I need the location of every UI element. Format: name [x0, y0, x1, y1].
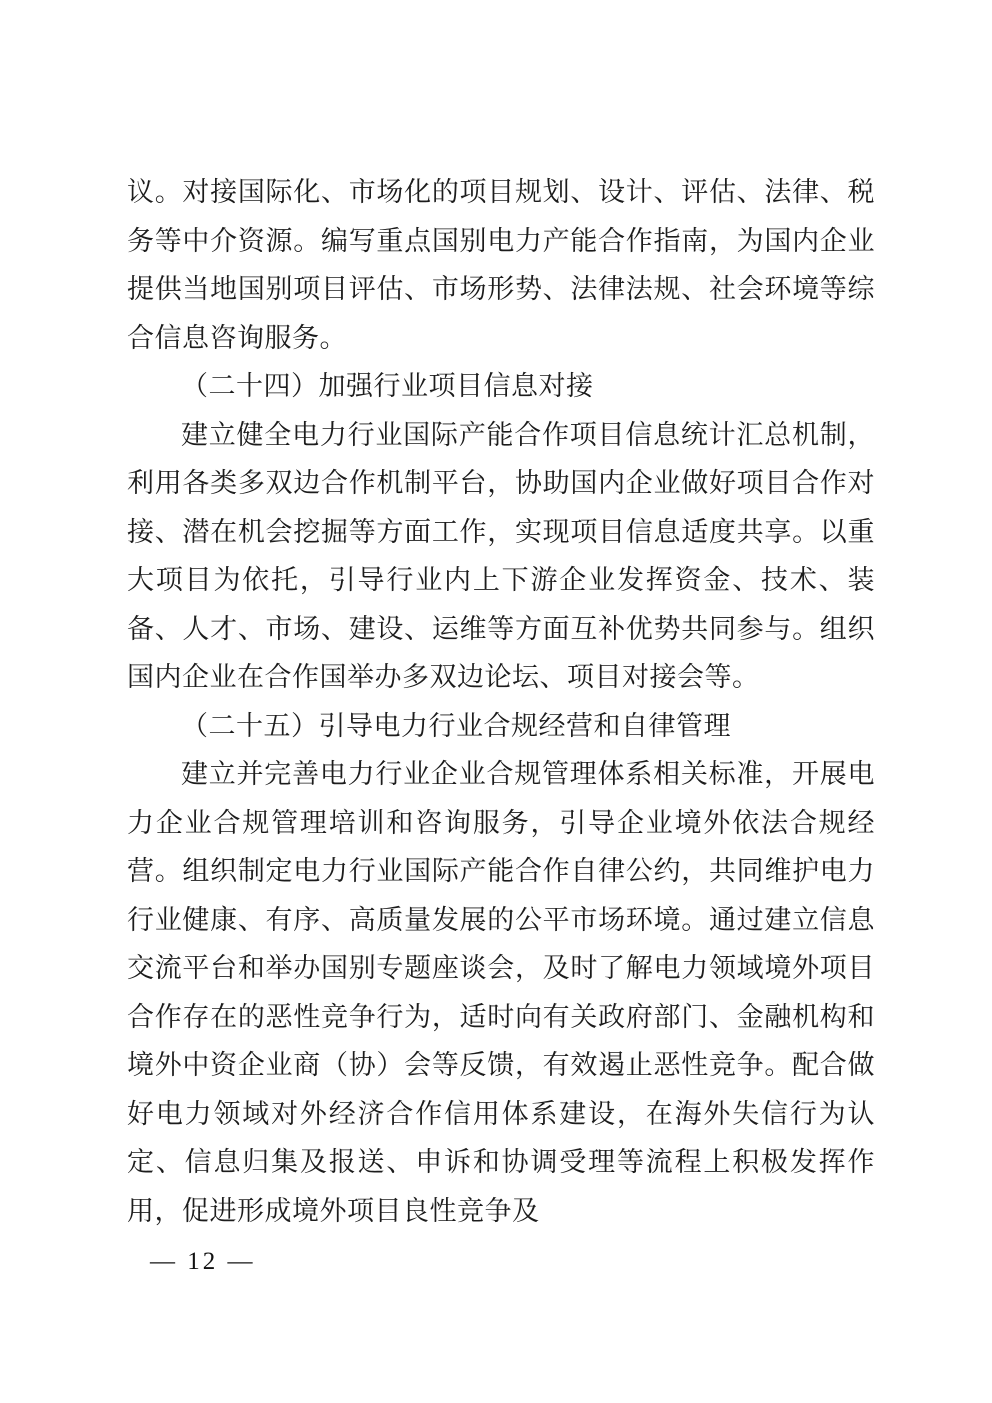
paragraph-section-24: 建立健全电力行业国际产能合作项目信息统计汇总机制，利用各类多双边合作机制平台，协助国内企业做好项目合作对接、潜在机会挖掘等方面工作，实现项目信息适度共享。以重大项目为依托，引导行业内上下游企业发挥资金、技术、装备、人才、市场、建设、运维等方面互补优势共同参与。组织国内企业在合作国举办多双边论坛、项目对接会等。 [127, 419, 875, 692]
page-number: — 12 — [150, 1248, 256, 1275]
section-heading-24: （二十四）加强行业项目信息对接 [181, 371, 594, 401]
paragraph-continuation: 议。对接国际化、市场化的项目规划、设计、评估、法律、税务等中介资源。编写重点国别电力产能合作指南，为国内企业提供当地国别项目评估、市场形势、法律法规、社会环境等综合信息咨询服务。 [127, 177, 875, 353]
paragraph-section-25: 建立并完善电力行业企业合规管理体系相关标准，开展电力企业合规管理培训和咨询服务，引导企业境外依法合规经营。组织制定电力行业国际产能合作自律公约，共同维护电力行业健康、有序、高质量发展的公平市场环境。通过建立信息交流平台和举办国别专题座谈会，及时了解电力领域境外项目合作存在的恶性竞争行为，适时向有关政府部门、金融机构和境外中资企业商（协）会等反馈，有效遏止恶性竞争。配合做好电力领域对外经济合作信用体系建设，在海外失信行为认定、信息归集及报送、申诉和协调受理等流程上积极发挥作用，促进形成境外项目良性竞争及 [127, 759, 875, 1226]
section-heading-25: （二十五）引导电力行业合规经营和自律管理 [181, 710, 731, 741]
page-footer [150, 1248, 256, 1276]
document-body [127, 168, 875, 1235]
